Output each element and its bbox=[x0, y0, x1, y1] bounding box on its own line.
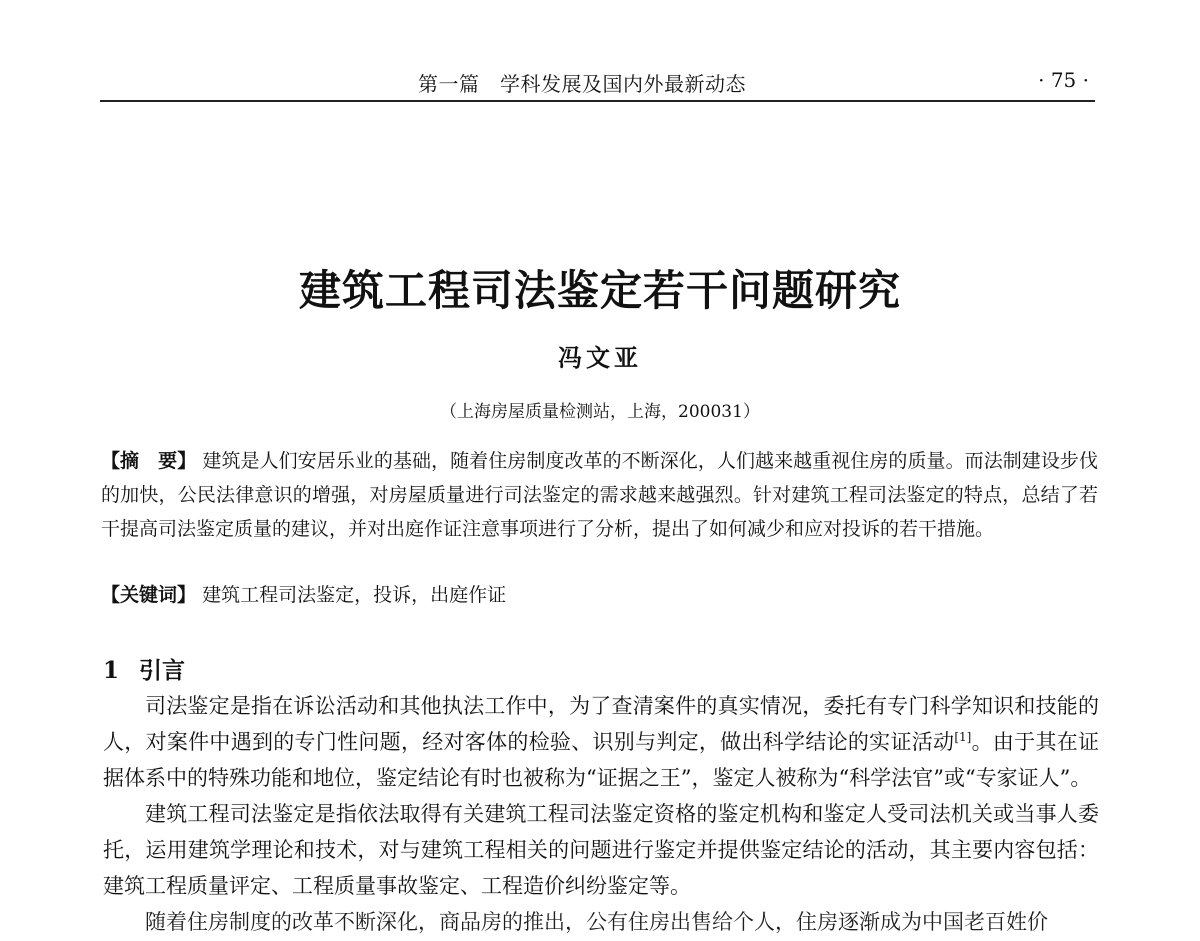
section-heading bbox=[103, 652, 185, 685]
header-page-number: · 75 · bbox=[1038, 68, 1089, 92]
paragraph-1-part-a: 司法鉴定是指在诉讼活动和其他执法工作中，为了查清案件的真实情况，委托有专门科学知识和技能的人，对案件中遇到的专门性问题，经对客体的检验、识别与判定，做出科学结论的实证活动 bbox=[103, 694, 1099, 754]
abstract-text: 建筑是人们安居乐业的基础，随着住房制度改革的不断深化，人们越来越重视住房的质量。而法制建设步伐的加快，公民法律意识的增强，对房屋质量进行司法鉴定的需求越来越强烈。针对建筑工程司法鉴定的特点，总结了若干提高司法鉴定质量的建议，并对出庭作证注意事项进行了分析，提出了如何减少和应对投诉的若干措施。 bbox=[101, 450, 1098, 540]
paragraph-2: 建筑工程司法鉴定是指依法取得有关建筑工程司法鉴定资格的鉴定机构和鉴定人受司法机关或当事人委托，运用建筑学理论和技术，对与建筑工程相关的问题进行鉴定并提供鉴定结论的活动，其主要内容包括：建筑工程质量评定、工程质量事故鉴定、工程造价纠纷鉴定等。 bbox=[103, 802, 1099, 898]
keywords-label: 【关键词】 bbox=[101, 584, 197, 606]
header-title: 第一篇 学科发展及国内外最新动态 bbox=[418, 72, 746, 96]
section-body bbox=[103, 688, 1099, 940]
paragraph-1 bbox=[103, 688, 1099, 796]
article-title: 建筑工程司法鉴定若干问题研究 bbox=[298, 266, 901, 315]
section-number: 1 bbox=[103, 657, 120, 684]
section-title: 引言 bbox=[139, 658, 186, 684]
running-header bbox=[100, 64, 1095, 98]
author-name: 冯文亚 bbox=[558, 343, 642, 372]
paragraph-3: 随着住房制度的改革不断深化，商品房的推出，公有住房出售给个人，住房逐渐成为中国老百姓价 bbox=[145, 910, 1048, 934]
keywords-text: 建筑工程司法鉴定，投诉，出庭作证 bbox=[202, 584, 507, 606]
abstract-label: 【摘 要】 bbox=[101, 450, 197, 472]
header-rule bbox=[100, 100, 1095, 102]
abstract bbox=[101, 444, 1098, 546]
keywords bbox=[101, 578, 1098, 612]
paragraph-1-part-b: 。由于其在证据体系中的特殊功能和地位，鉴定结论有时也被称为“证据之王”，鉴定人被称为“科学法官”或“专家证人”。 bbox=[103, 730, 1100, 790]
citation-ref: [1] bbox=[954, 730, 972, 744]
author-affiliation: （上海房屋质量检测站，上海，200031） bbox=[440, 402, 760, 422]
